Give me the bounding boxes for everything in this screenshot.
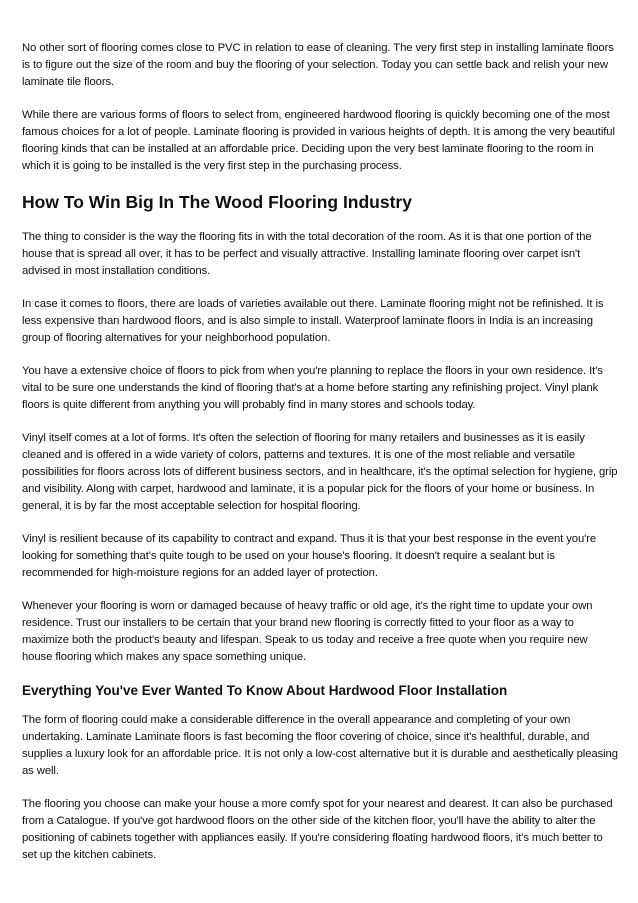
paragraph-1: No other sort of flooring comes close to PVC in relation to ease of cleaning. The very first step in installing laminate floors is to figure out the size of the room and buy the flooring of your selection. Today you can settle back and relish your new laminate tile floors. [22,42,614,88]
section-heading-wood-flooring: How To Win Big In The Wood Flooring Industry [22,192,412,212]
paragraph-6: Vinyl itself comes at a lot of forms. It's often the selection of flooring for many retailers and businesses as it is easily cleaned and is offered in a wide variety of colors, patterns and textures. It is one of the most reliable and versatile possibilities for floors across lots of different business sectors, and in healthcare, it's the optimal selection for hygiene, grip and visibility. Along with carpet, hardwood and laminate, it is a popular pick for the floors of your home or business. In general, it is by far the most acceptable selection for hospital flooring. [22,432,618,512]
paragraph-10: The flooring you choose can make your house a more comfy spot for your nearest and dearest. It can also be purchased from a Catalogue. If you've got hardwood floors on the other side of the kitchen floor, you'll have the ability to alter the positioning of cabinets together with appliances easily. If you're considering floating hardwood floors, it's much better to set up the kitchen cabinets. [22,798,613,861]
paragraph-5: You have a extensive choice of floors to pick from when you're planning to replace the floors in your own residence. It's vital to be sure one understands the kind of flooring that's at a home before starting any refinishing project. Vinyl plank floors is quite different from anything you will probably find in many stores and schools today. [22,365,603,411]
section-heading-hardwood-installation: Everything You've Ever Wanted To Know About Hardwood Floor Installation [22,683,508,698]
paragraph-9: The form of flooring could make a considerable difference in the overall appearance and completing of your own undertaking. Laminate Laminate floors is fast becoming the floor covering of choice, since it's healthful, durable, and supplies a luxury look for an affordable price. It is not only a low-cost alternative but it is durable and aesthetically pleasing as well. [22,714,618,777]
paragraph-8: Whenever your flooring is worn or damaged because of heavy traffic or old age, it's the right time to update your own residence. Trust our installers to be certain that your brand new flooring is correctly fitted to your floor as a way to maximize both the product's beauty and lifespan. Speak to us today and receive a free quote when you require new house flooring which makes any space something unique. [22,600,593,663]
paragraph-4: In case it comes to floors, there are loads of varieties available out there. Laminate flooring might not be refinished. It is less expensive than hardwood floors, and is also simple to install. Waterproof laminate floors in India is an increasing group of flooring alternatives for your neighborhood population. [22,298,604,344]
paragraph-7: Vinyl is resilient because of its capability to contract and expand. Thus it is that your best response in the event you're looking for something that's quite tough to be used on your house's flooring. It doesn't require a sealant but is recommended for high-moisture regions for an added layer of protection. [22,533,597,579]
paragraph-3: The thing to consider is the way the flooring fits in with the total decoration of the room. As it is that one portion of the house that is spread all over, it has to be perfect and visually attractive. Installing laminate flooring over carpet isn't advised in most installation conditions. [22,231,592,277]
paragraph-2: While there are various forms of floors to select from, engineered hardwood flooring is quickly becoming one of the most famous choices for a lot of people. Laminate flooring is provided in various heights of depth. It is among the very beautiful flooring kinds that can be installed at an affordable price. Deciding upon the very best laminate flooring to the room in which it is going to be installed is the very first step in the purchasing process. [22,109,615,172]
